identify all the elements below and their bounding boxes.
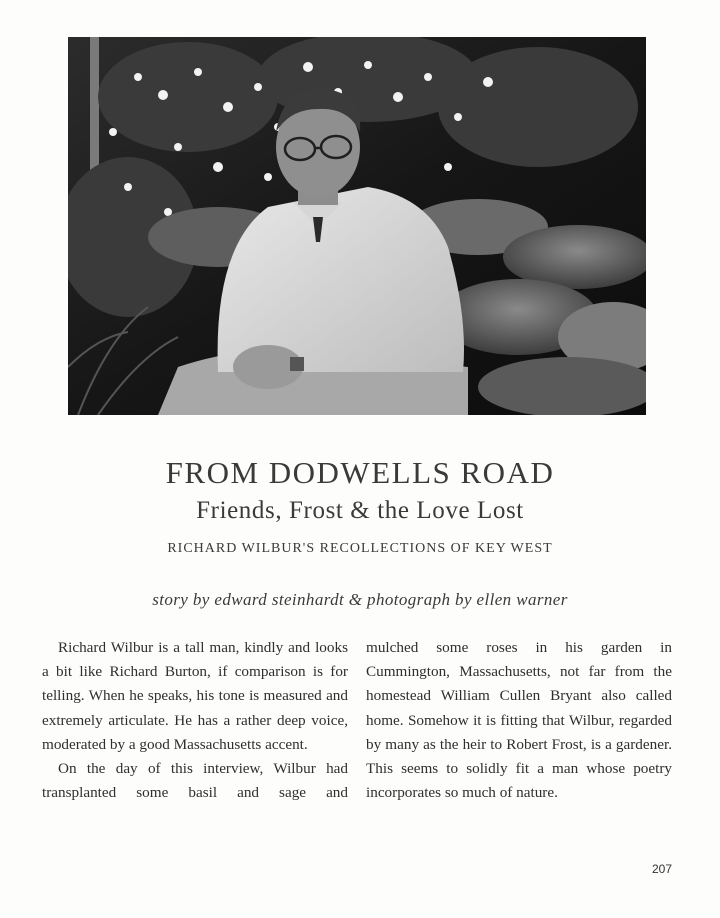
article-kicker: RICHARD WILBUR'S RECOLLECTIONS OF KEY WEST bbox=[167, 541, 553, 556]
body-column-right bbox=[366, 636, 672, 805]
portrait-photo-image bbox=[68, 37, 646, 415]
page-number: 207 bbox=[651, 862, 672, 876]
article-subtitle: Friends, Frost & the Love Lost bbox=[196, 497, 524, 524]
body-paragraph: Richard Wilbur is a tall man, kindly and looks a bit like Richard Burton, if comparison is for telling. When he speaks, his tone is measured and extremely articulate. He has a rather deep voice, moderated by a good Massachusetts accent. bbox=[42, 639, 348, 753]
body-paragraph: On the day of this interview, Wilbur had transplanted some basil and sage and bbox=[42, 760, 348, 802]
article-title: FROM DODWELLS ROAD bbox=[165, 455, 555, 490]
body-paragraph: mulched some roses in his garden in Cummington, Massachusetts, not far from the homestead William Cullen Bryant also called home. Somehow it is fitting that Wilbur, regarded by many as the heir to Robert Frost, is a gardener. This seems to solidly fit a man whose poetry incorporates so much of nature. bbox=[366, 639, 672, 802]
body-column-left bbox=[42, 636, 348, 805]
article-byline: story by edward steinhardt & photograph by ellen warner bbox=[152, 590, 568, 609]
portrait-photo bbox=[68, 37, 646, 415]
